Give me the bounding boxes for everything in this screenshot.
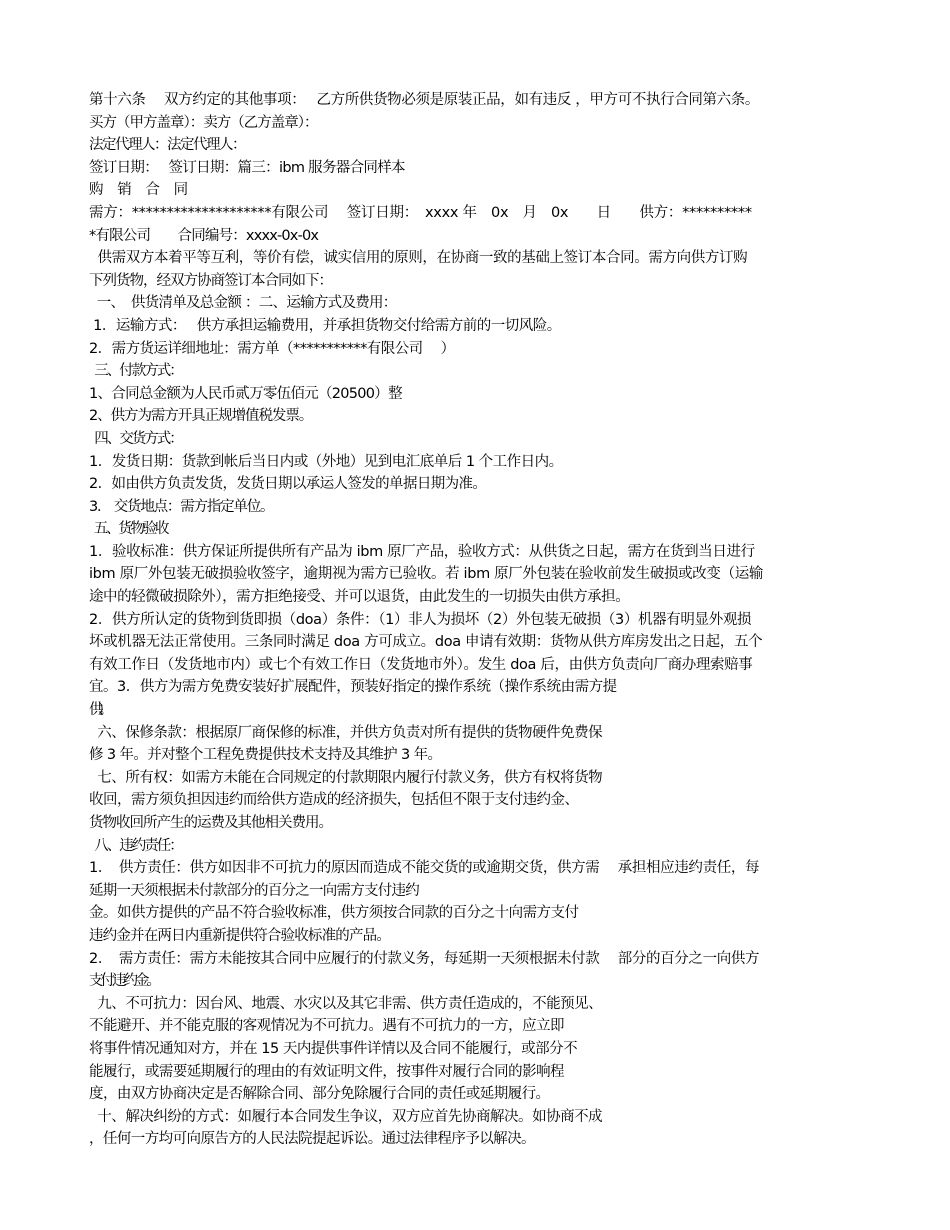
text-line: 八、违约责任：	[89, 837, 182, 854]
text-line: 途中的轻微破损除外），需方拒绝接受、并可以退货，由此发生的一切损失由供方承担。	[89, 589, 630, 606]
document-body	[89, 89, 879, 1151]
text-line: 下列货物，经双方协商签订本合同如下：	[89, 272, 332, 289]
text-line: 不能避开、并不能克服的客观情况为不可抗力。遇有不可抗力的一方，应立即	[89, 1018, 565, 1035]
text-line: 支付违约金。	[89, 973, 158, 990]
text-line: 能履行，或需要延期履行的理由的有效证明文件，按事件对履行合同的影响程	[89, 1063, 565, 1080]
text-line: 宜。3．供方为需方免费安装好扩展配件，预装好指定的操作系统（操作系统由需方提	[89, 679, 617, 696]
text-line: 金。如供方提供的产品不符合验收标准，供方须按合同款的百分之十向需方支付	[89, 905, 579, 922]
text-line: 买方（甲方盖章）：卖方（乙方盖章）：	[89, 114, 318, 131]
text-line: ，任何一方均可向原告方的人民法院提起诉讼。通过法律程序予以解决。	[89, 1131, 535, 1148]
text-line: 供需双方本着平等互利，等价有偿，诚实信用的原则，在协商一致的基础上签订本合同。需方向供方订购	[89, 250, 748, 267]
text-line: 延期一天须根据未付款部分的百分之一向需方支付违约	[89, 882, 419, 899]
text-line: 十、解决纠纷的方式：如履行本合同发生争议，双方应首先协商解决。如协商不成	[89, 1108, 603, 1125]
text-line: 度，由双方协商决定是否解除合同、部分免除履行合同的责任或延期履行。	[89, 1086, 550, 1103]
text-line: 1．运输方式： 供方承担运输费用，并承担货物交付给需方前的一切风险。	[89, 317, 561, 334]
text-line: 2．供方所认定的货物到货即损（doa）条件：（1）非人为损坏（2）外包装无破损（3）机器有明显外观损	[89, 611, 752, 628]
text-line: 1、合同总金额为人民币贰万零伍佰元（20500）整	[89, 385, 402, 402]
text-line: 法定代理人：法定代理人：	[89, 137, 245, 154]
text-line: 2、供方为需方开具正规增值税发票。	[89, 408, 313, 425]
text-line: 供）。	[89, 702, 108, 719]
text-line: 收回，需方须负担因违约而给供方造成的经济损失，包括但不限于支付违约金、	[89, 792, 579, 809]
text-line: 1． 供方责任：供方如因非不可抗力的原因而造成不能交货的或逾期交货，供方需 承担相应违约责任，每	[89, 860, 760, 877]
text-line: 五、货物验收	[89, 521, 168, 538]
text-line: 将事件情况通知对方，并在 15 天内提供事件详情以及合同不能履行，或部分不	[89, 1040, 578, 1057]
text-line: 一、 供货清单及总金额 ：二、运输方式及费用：	[89, 295, 397, 312]
text-line: 六、保修条款：根据原厂商保修的标准，并供方负责对所有提供的货物硬件免费保	[89, 724, 603, 741]
text-line: 签订日期： 签订日期：篇三：ibm 服务器合同样本	[89, 159, 405, 176]
text-line: 有效工作日（发货地市内）或七个有效工作日（发货地市外）。发生 doa 后，由供方负责向厂商办理索赔事	[89, 656, 753, 673]
text-line: 2．如由供方负责发货，发货日期以承运人签发的单据日期为准。	[89, 476, 487, 493]
text-line: 修 3 年。并对整个工程免费提供技术支持及其维护 3 年。	[89, 747, 442, 764]
text-line: 1．发货日期：货款到帐后当日内或（外地）见到电汇底单后 1 个工作日内。	[89, 453, 563, 470]
text-line: 坏或机器无法正常使用。三条同时满足 doa 方可成立。doa 申请有效期：货物从供方库房发出之日起，五个	[89, 634, 763, 651]
text-line: 需方：********************有限公司 签订日期： xxxx 年 0x 月 0x 日 供方：**********	[89, 204, 752, 221]
text-line: 九、不可抗力：因台风、地震、水灾以及其它非需、供方责任造成的，不能预见、	[89, 995, 603, 1012]
text-line: 违约金并在两日内重新提供符合验收标准的产品。	[89, 927, 391, 944]
text-line: 2．需方货运详细地址：需方单（***********有限公司 ）	[89, 340, 455, 357]
text-line: 三、付款方式：	[89, 363, 182, 380]
text-line: 2． 需方责任：需方未能按其合同中应履行的付款义务，每延期一天须根据未付款 部分的百分之一向供方	[89, 950, 760, 967]
text-line: 购 销 合 同	[89, 182, 187, 199]
text-line: 七、所有权：如需方未能在合同规定的付款期限内履行付款义务，供方有权将货物	[89, 769, 603, 786]
text-line: 3． 交货地点：需方指定单位。	[89, 498, 274, 515]
text-line: 货物收回所产生的运费及其他相关费用。	[89, 815, 332, 831]
text-line: 四、交货方式：	[89, 430, 182, 447]
text-line: 1．验收标准：供方保证所提供所有产品为 ibm 原厂产品，验收方式：从供货之日起，需方在货到当日进行	[89, 543, 755, 560]
text-line: *有限公司 合同编号：xxxx-0x-0x	[89, 227, 319, 244]
text-line: 第十六条 双方约定的其他事项： 乙方所供货物必须是原装正品，如有违反 ，甲方可不执行合同第六条。	[89, 92, 760, 108]
text-line: ibm 原厂外包装无破损验收签字，逾期视为需方已验收。若 ibm 原厂外包装在验收前发生破损或改变（运输	[89, 566, 764, 583]
